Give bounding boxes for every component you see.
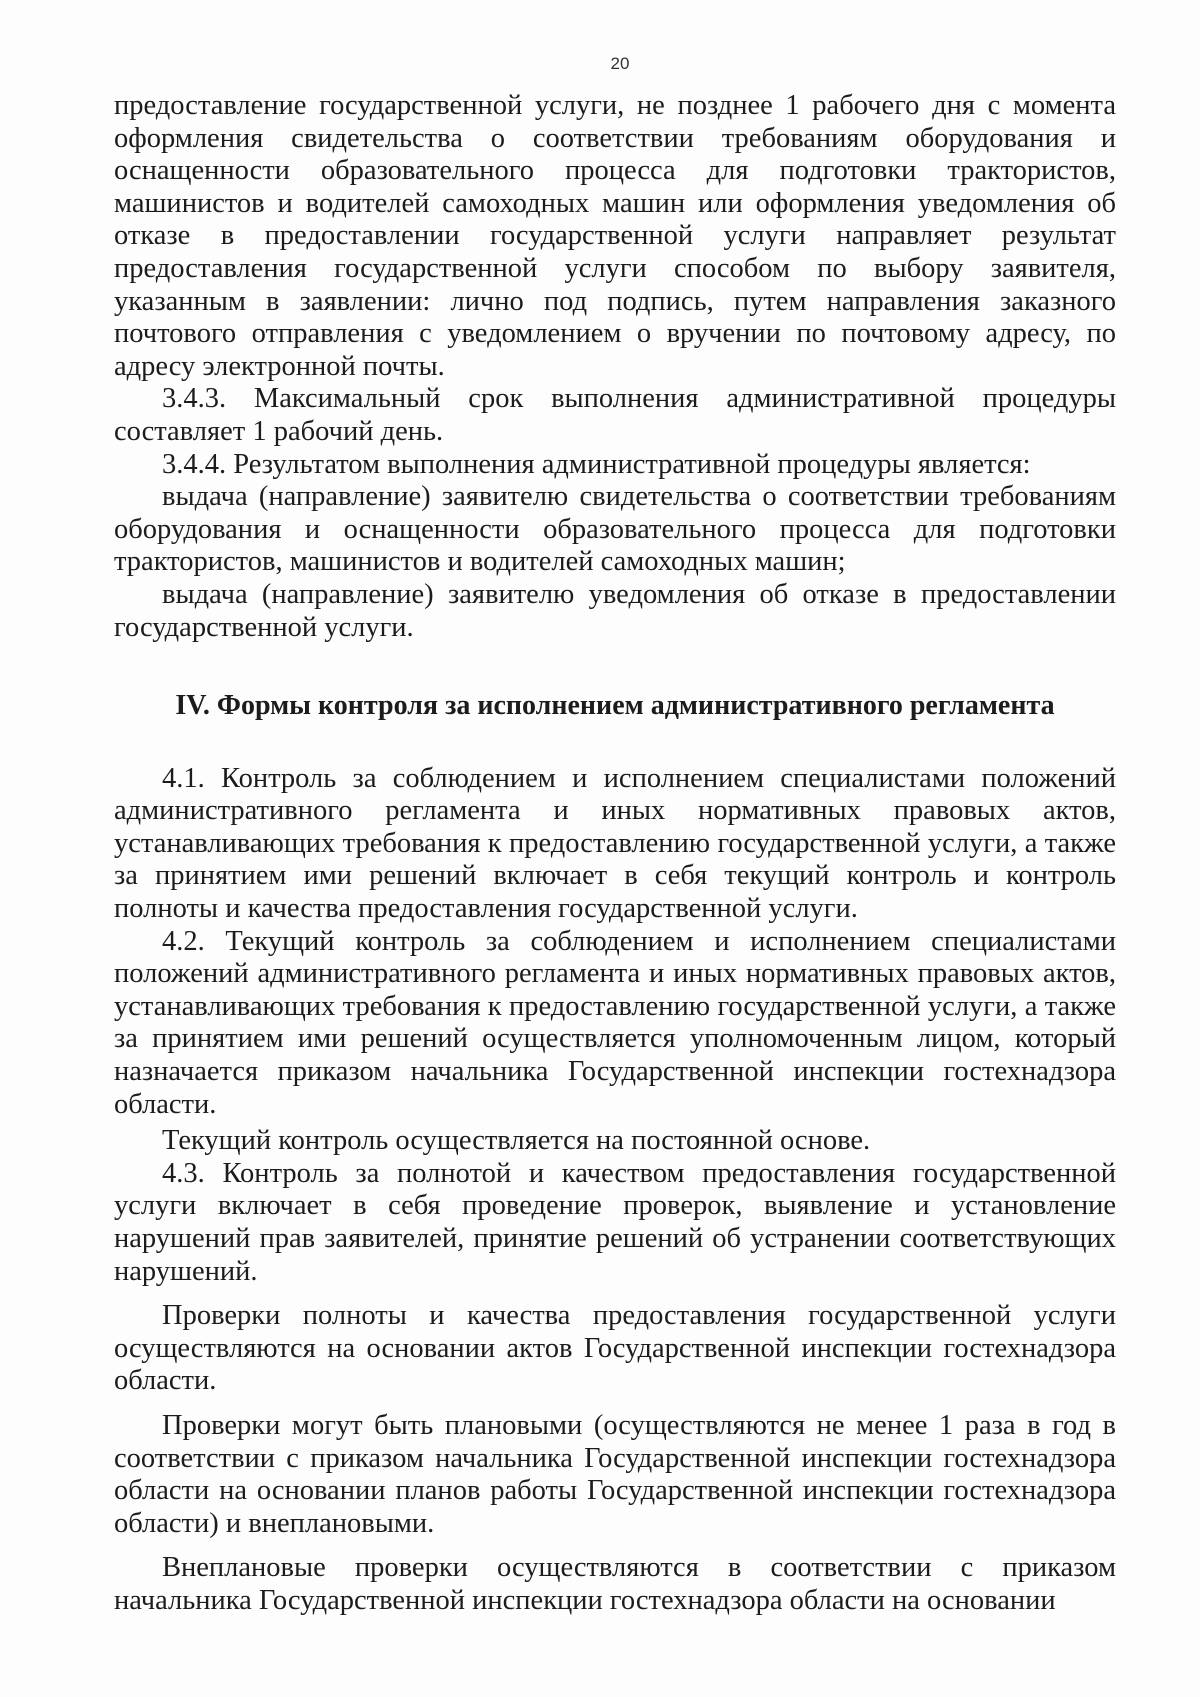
document-body bbox=[114, 90, 1116, 1618]
paragraph-3-4-4: 3.4.4. Результатом выполнения административной процедуры является: bbox=[162, 448, 1031, 480]
paragraph-continuation: предоставление государственной услуги, не позднее 1 рабочего дня с момента оформления свидетельства о соответствии требованиям оборудования и оснащенности образовательного процесса для подготовки трактористов, машинистов и водителей самоходных машин или оформления уведомления об отказе в предоставлении государственной услуги направляет результат предоставления государственной услуги способом по выбору заявителя, указанным в заявлении: лично под подпись, путем направления заказного почтового отправления с уведомлением о вручении по почтовому адресу, по адресу электронной почты. bbox=[114, 90, 1116, 382]
paragraph-4-1: 4.1. Контроль за соблюдением и исполнением специалистами положений административного регламента и иных нормативных правовых актов, устанавливающих требования к предоставлению государственной услуги, а также за принятием ими решений включает в себя текущий контроль и контроль полноты и качества предоставления государственной услуги. bbox=[114, 762, 1116, 925]
section-heading: IV. Формы контроля за исполнением административного регламента bbox=[175, 690, 1055, 722]
paragraph-unplanned-inspections: Внеплановые проверки осуществляются в соответствии с приказом начальника Государственной инспекции гостехнадзора области на основании bbox=[114, 1552, 1116, 1616]
paragraph-inspections-basis: Проверки полноты и качества предоставления государственной услуги осуществляются на основании актов Государственной инспекции гостехнадзора области. bbox=[114, 1300, 1116, 1397]
paragraph-ongoing-control: Текущий контроль осуществляется на постоянной основе. bbox=[162, 1125, 871, 1157]
paragraph-result-refusal: выдача (направление) заявителю уведомления об отказе в предоставлении государственной услуги. bbox=[114, 578, 1116, 643]
paragraph-4-2: 4.2. Текущий контроль за соблюдением и исполнением специалистами положений административного регламента и иных нормативных правовых актов, устанавливающих требования к предоставлению государственной услуги, а также за принятием ими решений осуществляется уполномоченным лицом, который назначается приказом начальника Государственной инспекции гостехнадзора области. bbox=[114, 925, 1116, 1120]
paragraph-4-3: 4.3. Контроль за полнотой и качеством предоставления государственной услуги включает в себя проведение проверок, выявление и установление нарушений прав заявителей, принятие решений об устранении соответствующих нарушений. bbox=[114, 1157, 1116, 1287]
paragraph-result-certificate: выдача (направление) заявителю свидетельства о соответствии требованиям оборудования и оснащенности образовательного процесса для подготовки трактористов, машинистов и водителей самоходных машин; bbox=[114, 481, 1116, 578]
paragraph-planned-inspections: Проверки могут быть плановыми (осуществляются не менее 1 раза в год в соответствии с приказом начальника Государственной инспекции гостехнадзора области на основании планов работы Государственной инспекции гостехнадзора области) и внеплановыми. bbox=[114, 1409, 1116, 1539]
page-number: 20 bbox=[610, 54, 630, 73]
paragraph-3-4-3: 3.4.3. Максимальный срок выполнения административной процедуры составляет 1 рабочий день. bbox=[114, 383, 1116, 447]
